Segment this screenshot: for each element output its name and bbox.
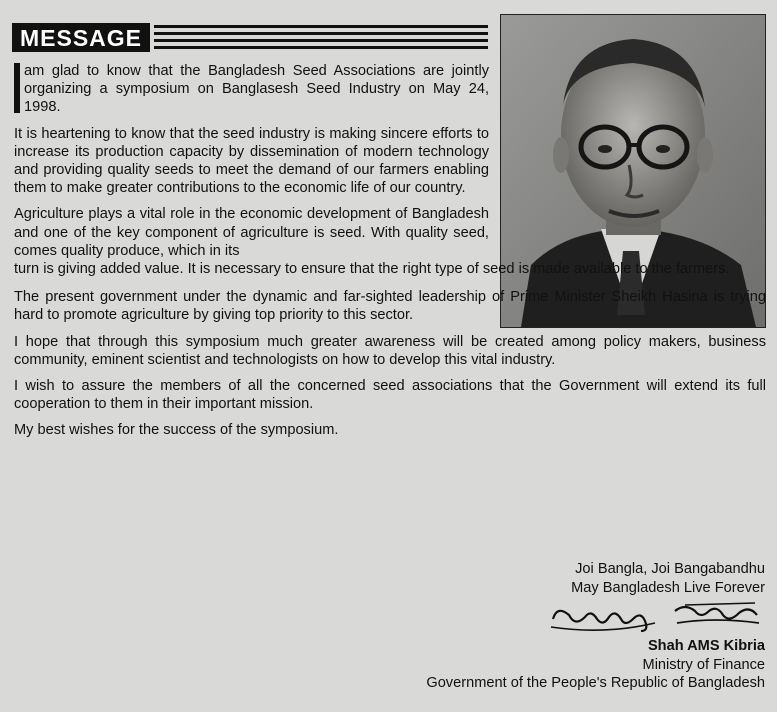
message-title: MESSAGE — [12, 23, 150, 52]
signatory-ministry: Ministry of Finance — [642, 656, 765, 673]
paragraph-government: The present government under the dynamic and far-sighted leadership of Prime Minister Sheikh Hasina is trying hard to promote agriculture by giving top priority to this sector. — [14, 289, 766, 324]
handwritten-signature — [426, 597, 765, 637]
paragraph-cooperation: I wish to assure the members of all the concerned seed associations that the Government will extend its full cooperation to them in their important mission. — [14, 378, 766, 413]
closing-block — [426, 560, 765, 693]
intro-paragraph — [14, 62, 489, 117]
paragraph-agriculture-part1: Agriculture plays a vital role in the economic development of Bangladesh and one of the key component of agriculture is seed. With quality seed, comes quality produce, which in its — [14, 206, 489, 259]
paragraph-agriculture — [14, 205, 766, 278]
paragraph-agriculture-part2: turn is giving added value. It is necessary to ensure that the right type of seed is made available to the farmers. — [14, 261, 730, 278]
paragraph-seed-industry: It is heartening to know that the seed industry is making sincere efforts to increase its production capacity by dissemination of modern technology and providing quality seeds to meet the demand of our farmers enabling them to make greater contributions to the economic life of our country. — [14, 125, 489, 197]
closing-slogan-2: May Bangladesh Live Forever — [571, 579, 765, 596]
header-rules — [154, 25, 488, 49]
signatory-government: Government of the People's Republic of Bangladesh — [426, 675, 765, 692]
paragraph-best-wishes: My best wishes for the success of the symposium. — [14, 422, 339, 439]
signatory-name: Shah AMS Kibria — [647, 638, 765, 655]
intro-text: am glad to know that the Bangladesh Seed Associations are jointly organizing a symposium on Banglasesh Seed Industry on May 24, 1998. — [24, 63, 489, 116]
paragraph-symposium-awareness: I hope that through this symposium much greater awareness will be created among policy makers, business community, eminent scientist and technologists on how to develop this vital industry. — [14, 333, 766, 368]
message-header — [12, 22, 488, 52]
message-body — [14, 62, 766, 448]
drop-cap-i — [14, 63, 20, 113]
closing-slogan-1: Joi Bangla, Joi Bangabandhu — [575, 561, 765, 577]
